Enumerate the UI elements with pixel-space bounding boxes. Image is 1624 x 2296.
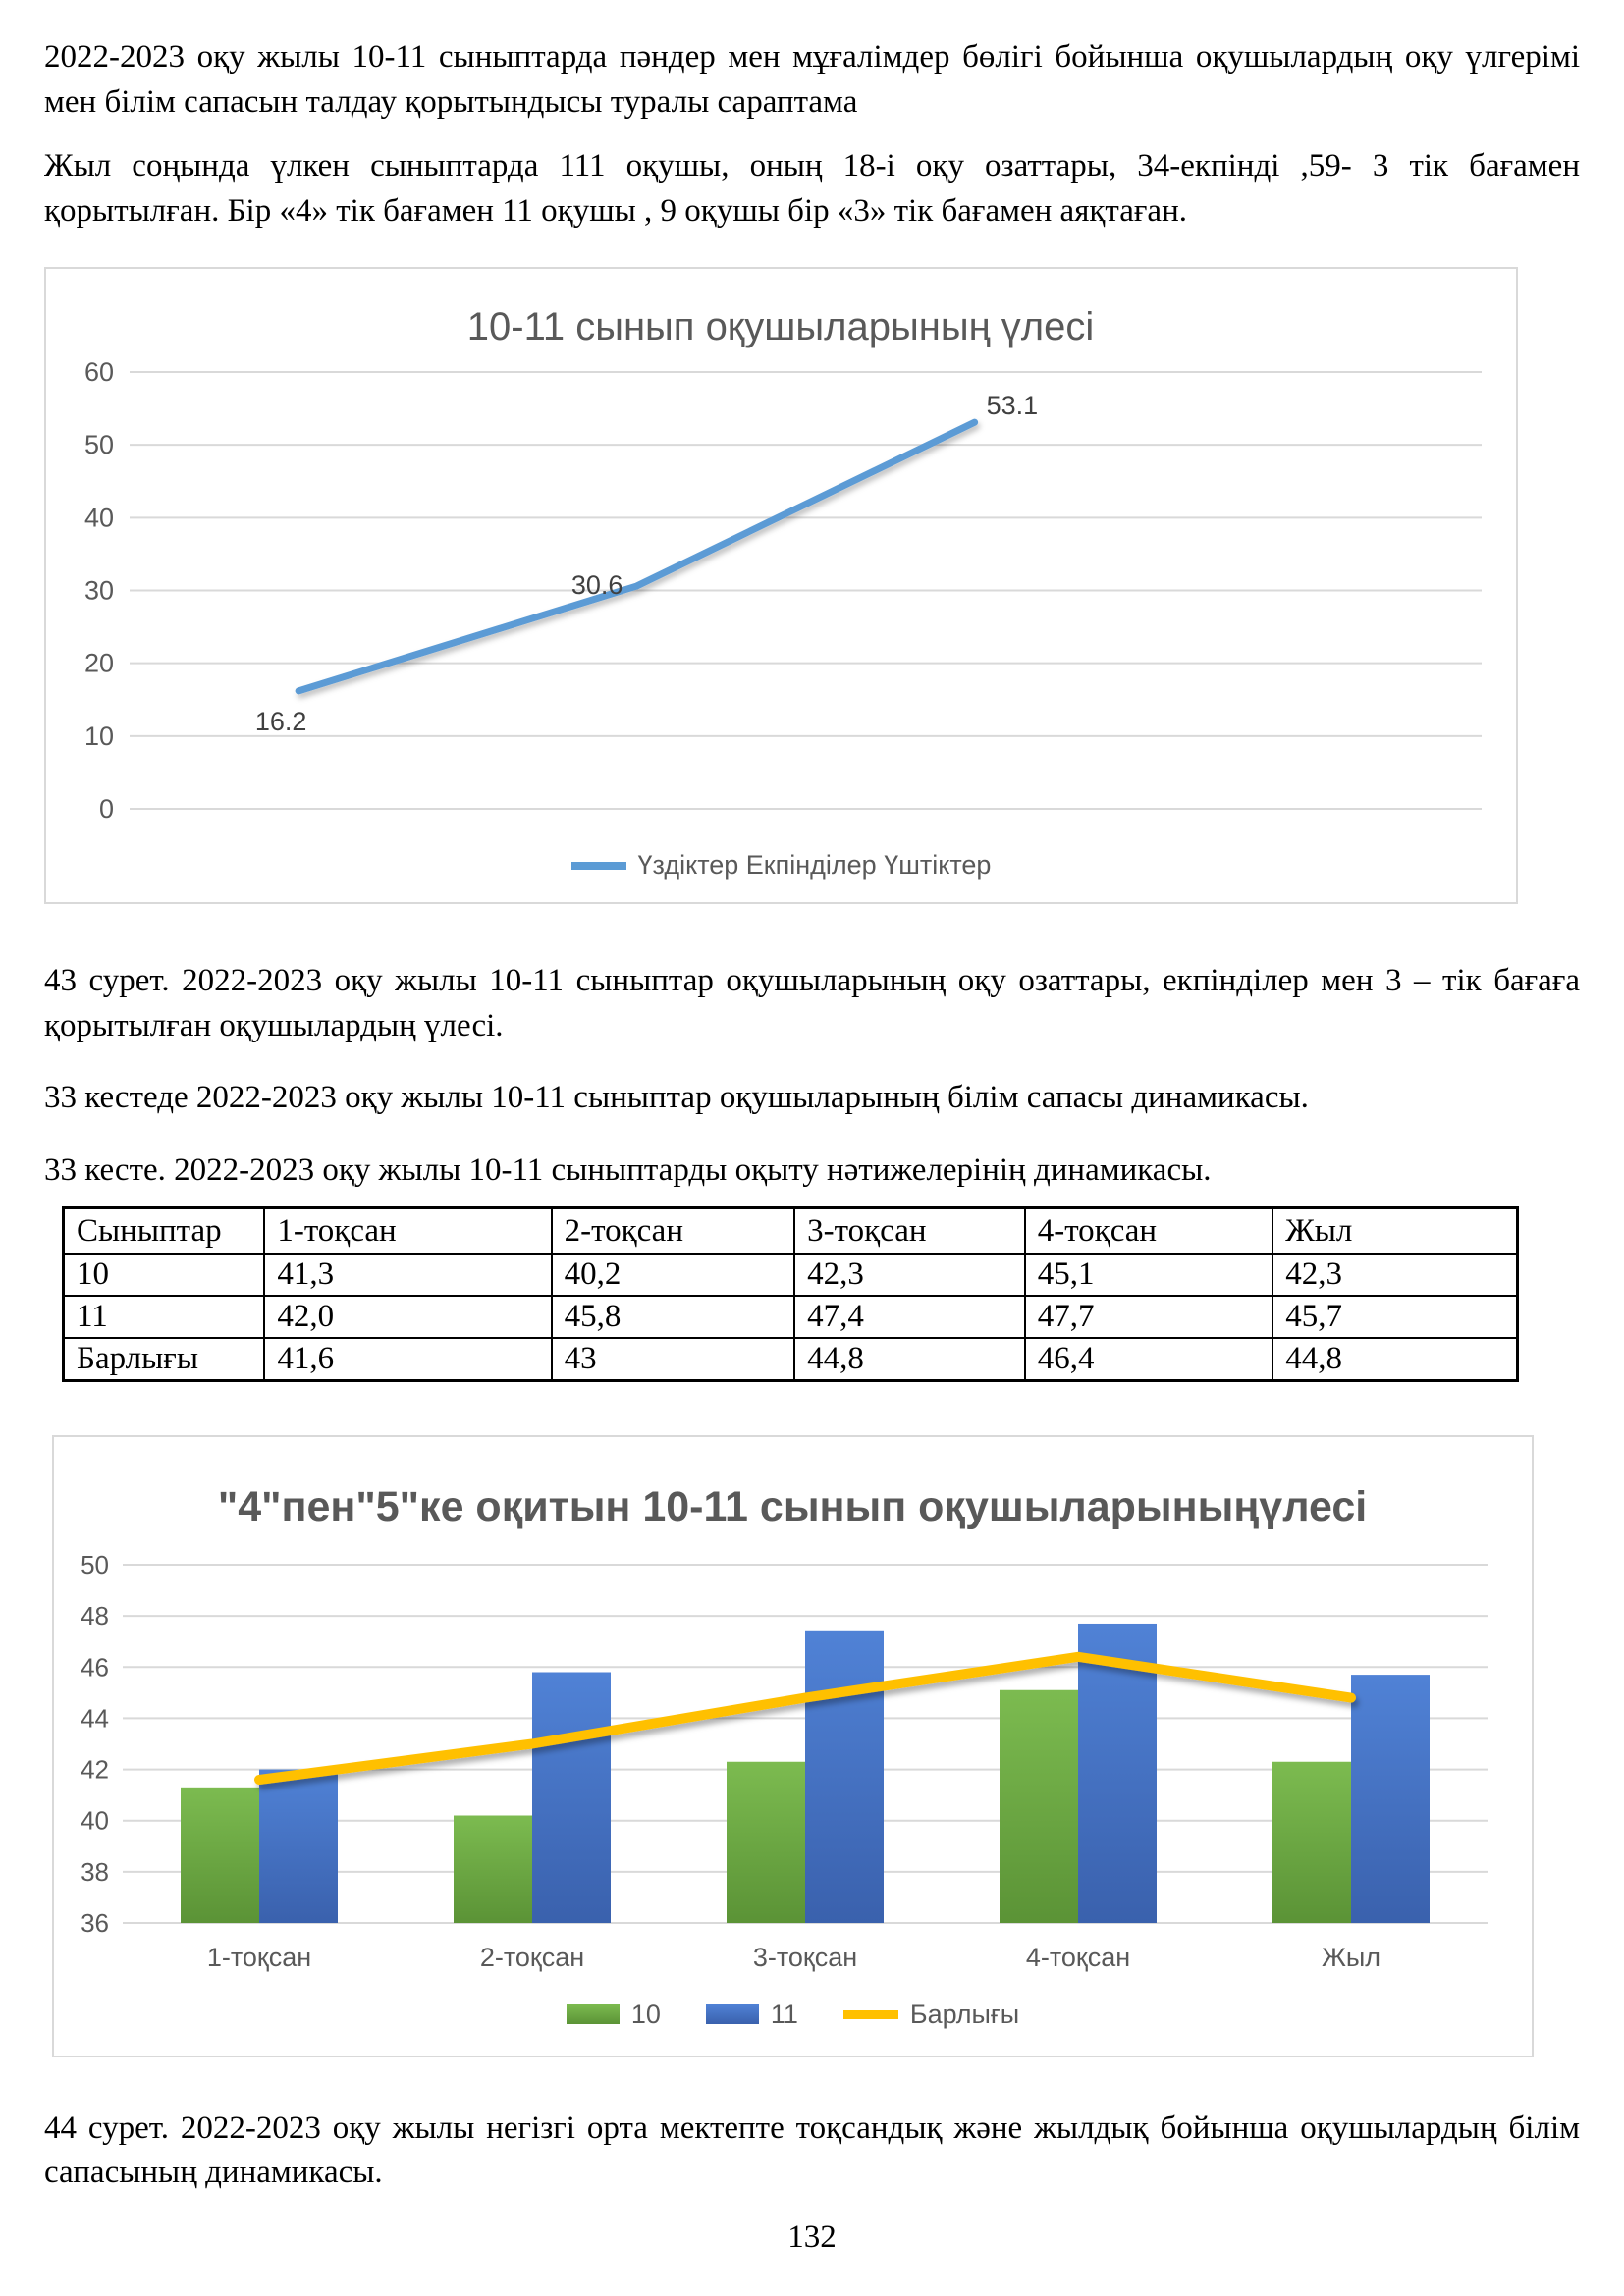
category-label: 2-тоқсан xyxy=(479,1942,585,1972)
column-header: Жыл xyxy=(1272,1208,1517,1254)
y-tick-label: 60 xyxy=(83,357,114,388)
bar-10 xyxy=(181,1788,259,1923)
table-cell: 47,7 xyxy=(1025,1296,1272,1338)
legend-label: Үздіктер Екпінділер Үштіктер xyxy=(637,850,992,881)
chart-title: "4"пен"5"ке оқитын 10-11 сынып оқушыларыныңүлесі xyxy=(217,1482,1368,1530)
y-tick-label: 42 xyxy=(81,1754,109,1785)
legend-label: 10 xyxy=(630,1999,661,2029)
legend-swatch xyxy=(843,2010,898,2019)
table-cell: 46,4 xyxy=(1025,1338,1272,1381)
table-cell: 45,8 xyxy=(552,1296,795,1338)
table-row xyxy=(64,1296,1518,1338)
intro-paragraph: 2022-2023 оқу жылы 10-11 сыныптарда пәндер мен мұғалімдер бөлігі бойынша оқушылардың оқу үлгерімі мен білім сапасын талдау қорытындысы туралы сараптама xyxy=(44,39,1580,120)
chart-title: 10-11 сынып оқушыларының үлесі xyxy=(466,305,1095,349)
category-label: 4-тоқсан xyxy=(1025,1942,1131,1972)
y-tick-label: 50 xyxy=(81,1549,109,1579)
category-label: Жыл xyxy=(1321,1942,1381,1972)
table-cell: 42,3 xyxy=(794,1254,1025,1296)
table-cell: 43 xyxy=(552,1338,795,1381)
table-cell: 42,0 xyxy=(264,1296,551,1338)
category-label: 3-тоқсан xyxy=(752,1942,858,1972)
table-head xyxy=(64,1208,1518,1254)
y-tick-label: 40 xyxy=(83,503,114,533)
column-header: Сыныптар xyxy=(64,1208,265,1254)
y-tick-label: 10 xyxy=(83,721,114,751)
table-cell: 45,1 xyxy=(1025,1254,1272,1296)
table-cell: 47,4 xyxy=(794,1296,1025,1338)
bar-10 xyxy=(727,1762,805,1923)
line-chart-figure xyxy=(44,267,1518,904)
combo-chart-svg xyxy=(54,1437,1532,2056)
line-chart-svg xyxy=(46,269,1516,902)
y-tick-label: 0 xyxy=(98,794,114,825)
table-row xyxy=(64,1338,1518,1381)
column-header: 1-тоқсан xyxy=(264,1208,551,1254)
legend-item xyxy=(571,850,992,881)
figure44-caption: 44 сурет. 2022-2023 оқу жылы негізгі орта мектепте тоқсандық және жылдық бойынша оқушылардың білім сапасының динамикасы. xyxy=(44,2109,1580,2191)
table-cell: 44,8 xyxy=(794,1338,1025,1381)
combo-chart-figure xyxy=(52,1435,1534,2057)
legend-swatch xyxy=(706,2004,759,2024)
column-header: 4-тоқсан xyxy=(1025,1208,1272,1254)
table-cell: 40,2 xyxy=(552,1254,795,1296)
data-label: 16.2 xyxy=(254,706,307,736)
table33-intro-text: 33 кестеде 2022-2023 оқу жылы 10-11 сыныптар оқушыларының білім сапасы динамикасы. xyxy=(44,1080,1309,1116)
table-cell: 41,6 xyxy=(264,1338,551,1381)
y-tick-label: 36 xyxy=(81,1907,109,1938)
y-tick-label: 46 xyxy=(81,1652,109,1682)
summary-paragraph: Жыл соңында үлкен сыныптарда 111 оқушы, оның 18-і оқу озаттары, 34-екпінді ,59- 3 тік бағамен қорытылған. Бір «4» тік бағамен 11 оқушы , 9 оқушы бір «3» тік бағамен аяқтаған. xyxy=(44,148,1580,229)
bar-11 xyxy=(532,1672,611,1923)
legend-item xyxy=(706,2000,798,2030)
table-header-row xyxy=(64,1208,1518,1254)
legend-label: 11 xyxy=(770,1999,798,2029)
combo-chart-legend xyxy=(54,2000,1532,2030)
data-line xyxy=(298,422,975,691)
y-tick-label: 40 xyxy=(81,1805,109,1836)
bar-10 xyxy=(1272,1762,1351,1923)
column-header: 3-тоқсан xyxy=(794,1208,1025,1254)
row-label: Барлығы xyxy=(64,1338,265,1381)
y-tick-label: 50 xyxy=(83,430,114,460)
table-cell: 45,7 xyxy=(1272,1296,1517,1338)
y-tick-label: 38 xyxy=(81,1856,109,1887)
legend-item xyxy=(567,2000,661,2030)
y-tick-label: 44 xyxy=(81,1703,109,1734)
bar-10 xyxy=(454,1815,532,1923)
table33-caption: 33 кесте. 2022-2023 оқу жылы 10-11 сыныптарды оқыту нәтижелерінің динамикасы. xyxy=(44,1151,1212,1188)
y-tick-label: 20 xyxy=(83,648,114,678)
bar-11 xyxy=(805,1631,884,1923)
figure43-caption: 43 сурет. 2022-2023 оқу жылы 10-11 сыныптар оқушыларының оқу озаттары, екпінділер мен 3 – тік бағаға қорытылған оқушылардың үлесі. xyxy=(44,963,1580,1043)
bar-11 xyxy=(259,1769,338,1922)
legend-swatch xyxy=(571,862,626,870)
y-tick-label: 48 xyxy=(81,1600,109,1630)
table-cell: 41,3 xyxy=(264,1254,551,1296)
table-cell: 42,3 xyxy=(1272,1254,1517,1296)
row-label: 10 xyxy=(64,1254,265,1296)
column-header: 2-тоқсан xyxy=(552,1208,795,1254)
row-label: 11 xyxy=(64,1296,265,1338)
bar-10 xyxy=(1000,1690,1078,1923)
legend-item xyxy=(843,2000,1019,2030)
legend-label: Барлығы xyxy=(909,1999,1020,2029)
bar-11 xyxy=(1351,1675,1430,1923)
y-tick-label: 30 xyxy=(83,575,114,606)
data-label: 30.6 xyxy=(570,570,623,601)
data-label: 53.1 xyxy=(986,391,1039,421)
page-number: 132 xyxy=(787,2218,837,2255)
table-cell: 44,8 xyxy=(1272,1338,1517,1381)
table-body xyxy=(64,1254,1518,1381)
line-chart-legend xyxy=(46,850,1516,881)
table-row xyxy=(64,1254,1518,1296)
category-label: 1-тоқсан xyxy=(206,1942,312,1972)
results-table xyxy=(62,1206,1519,1382)
legend-swatch xyxy=(567,2004,620,2024)
